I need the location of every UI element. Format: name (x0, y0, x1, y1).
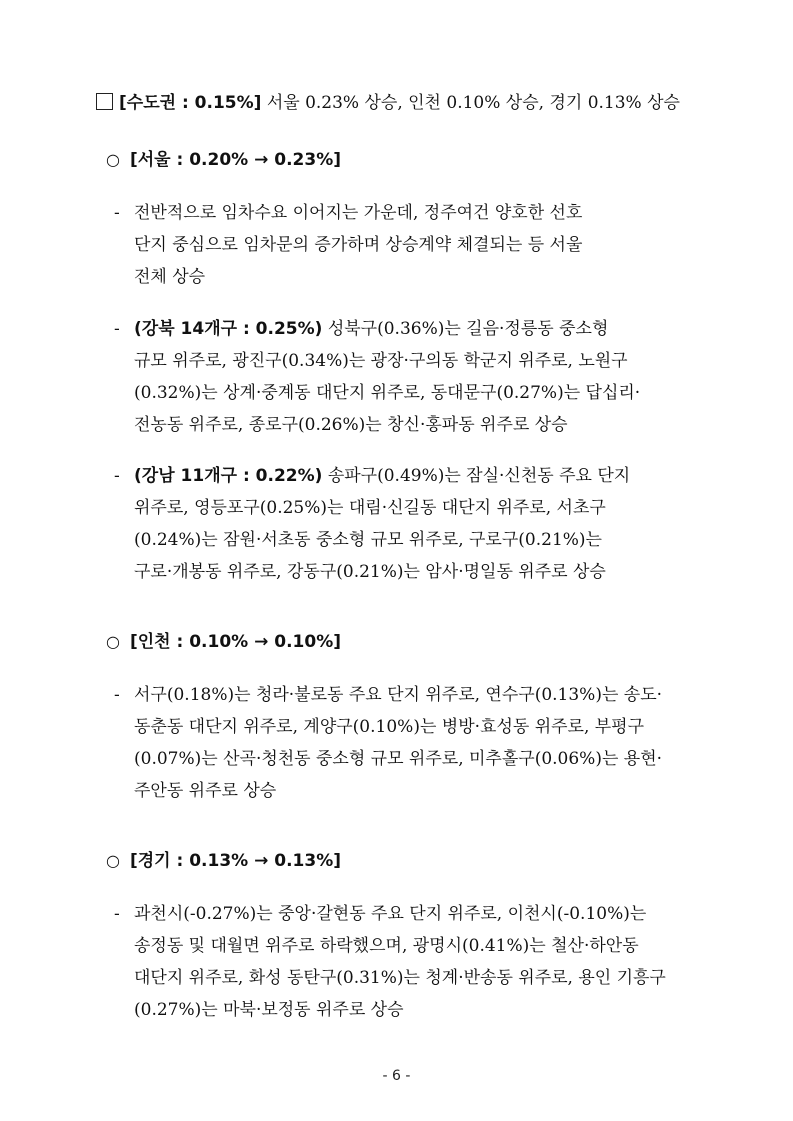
seoul-paragraph-3-line-1: - (강남 11개구 : 0.22%) 송파구(0.49%)는 잠실·신천동 주요 단지 (114, 463, 630, 489)
gyeonggi-paragraph-line-4: (0.27%)는 마북·보정동 위주로 상승 (134, 1000, 404, 1020)
seoul-paragraph-1-line-2: 단지 중심으로 임차문의 증가하며 상승계약 체결되는 등 서울 (134, 235, 583, 255)
circle-bullet-icon: ○ (106, 150, 120, 169)
seoul-paragraph-2-line-3: (0.32%)는 상계·중계동 대단지 위주로, 동대문구(0.27%)는 답십리· (134, 383, 641, 403)
gyeonggi-paragraph-line-3: 대단지 위주로, 화성 동탄구(0.31%)는 청계·반송동 위주로, 용인 기흥구 (134, 968, 666, 988)
metro-heading-title: [수도권 : 0.15%] (119, 93, 262, 113)
seoul-paragraph-2-line-2: 규모 위주로, 광진구(0.34%)는 광장·구의동 학군지 위주로, 노원구 (134, 351, 628, 371)
incheon-heading (106, 629, 341, 655)
metro-heading-summary: 서울 0.23% 상승, 인천 0.10% 상승, 경기 0.13% 상승 (261, 93, 680, 113)
metro-heading (96, 90, 680, 116)
incheon-heading-title: [인천 : 0.10% → 0.10%] (129, 632, 342, 652)
incheon-paragraph-line-2: 동춘동 대단지 위주로, 계양구(0.10%)는 병방·효성동 위주로, 부평구 (134, 717, 645, 737)
seoul-paragraph-3-line-4: 구로·개봉동 위주로, 강동구(0.21%)는 암사·명일동 위주로 상승 (134, 562, 606, 582)
dash-bullet: - (114, 203, 120, 223)
gyeonggi-heading-title: [경기 : 0.13% → 0.13%] (129, 851, 342, 871)
seoul-paragraph-1-line-1: - 전반적으로 임차수요 이어지는 가운데, 정주여건 양호한 선호 (114, 200, 582, 226)
checkbox-square-icon (96, 93, 113, 110)
gangbuk-heading: (강북 14개구 : 0.25%) (134, 319, 323, 339)
circle-bullet-icon: ○ (106, 851, 120, 870)
dash-bullet: - (114, 466, 120, 486)
page-number: - 6 - (382, 1068, 411, 1084)
circle-bullet-icon: ○ (106, 632, 120, 651)
seoul-heading-title: [서울 : 0.20% → 0.23%] (129, 150, 342, 170)
gyeonggi-paragraph-line-1: - 과천시(-0.27%)는 중앙·갈현동 주요 단지 위주로, 이천시(-0.10%)는 (114, 901, 646, 927)
dash-bullet: - (114, 904, 120, 924)
gyeonggi-paragraph-line-2: 송정동 및 대월면 위주로 하락했으며, 광명시(0.41%)는 철산·하안동 (134, 936, 639, 956)
seoul-paragraph-3-line-2: 위주로, 영등포구(0.25%)는 대림·신길동 대단지 위주로, 서초구 (134, 498, 606, 518)
incheon-paragraph-line-3: (0.07%)는 산곡·청천동 중소형 규모 위주로, 미추홀구(0.06%)는 용현· (134, 749, 663, 769)
dash-bullet: - (114, 319, 120, 339)
seoul-paragraph-3-line-3: (0.24%)는 잠원·서초동 중소형 규모 위주로, 구로구(0.21%)는 (134, 530, 602, 550)
seoul-paragraph-2-line-1: - (강북 14개구 : 0.25%) 성북구(0.36%)는 길음·정릉동 중소형 (114, 316, 608, 342)
gyeonggi-heading (106, 848, 341, 874)
gangnam-heading: (강남 11개구 : 0.22%) (134, 466, 323, 486)
seoul-paragraph-1-line-3: 전체 상승 (134, 267, 206, 287)
incheon-paragraph-line-1: - 서구(0.18%)는 청라·불로동 주요 단지 위주로, 연수구(0.13%)는 송도· (114, 682, 662, 708)
dash-bullet: - (114, 685, 120, 705)
incheon-paragraph-line-4: 주안동 위주로 상승 (134, 781, 277, 801)
seoul-heading (106, 147, 341, 173)
seoul-paragraph-2-line-4: 전농동 위주로, 종로구(0.26%)는 창신·홍파동 위주로 상승 (134, 415, 568, 435)
